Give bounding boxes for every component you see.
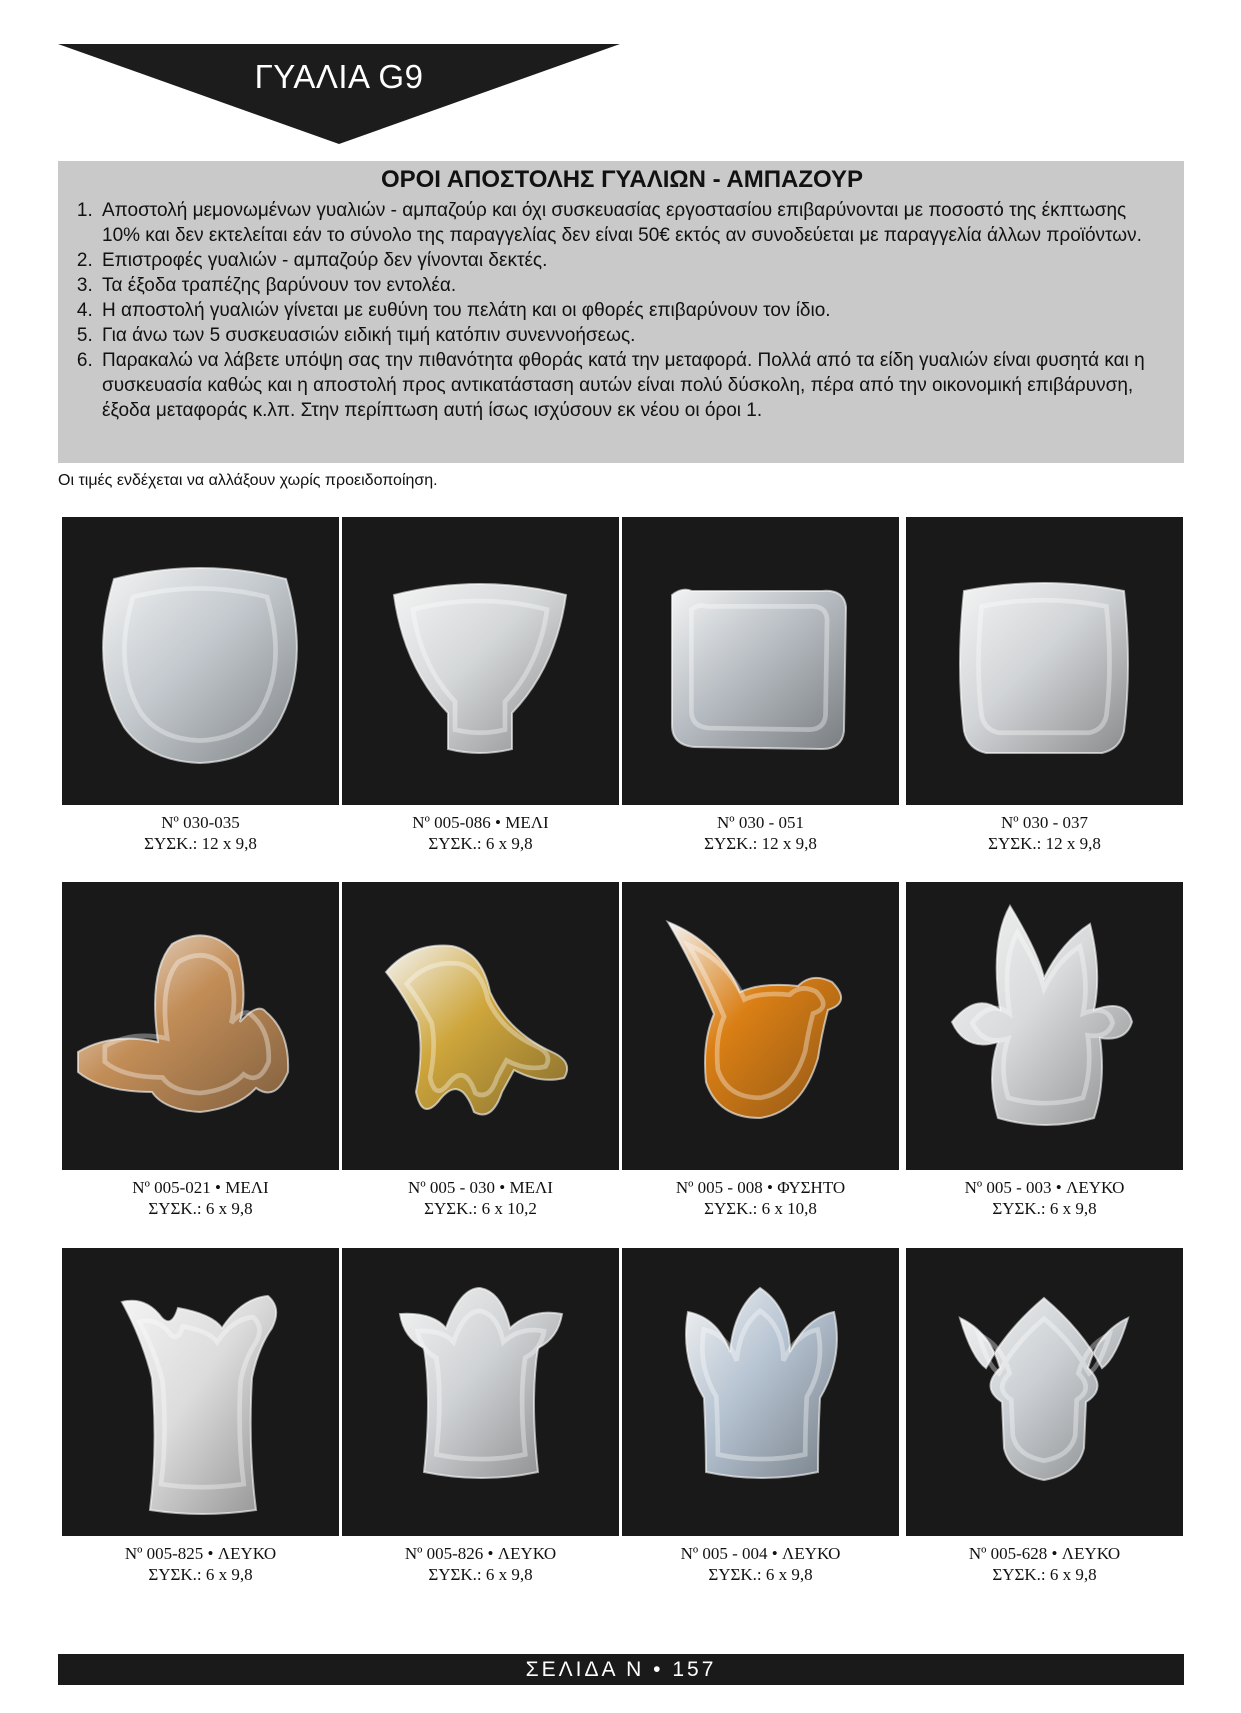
product-caption [622,812,899,854]
product-caption [906,812,1183,854]
product-photo [342,882,619,1170]
product-pack: ΣΥΣΚ.: 12 x 9,8 [704,834,817,853]
product-code: Nº 030 - 037 [1001,813,1088,832]
glass-shade-image [622,1248,899,1536]
terms-item: 2. Επιστροφές γυαλιών - αμπαζούρ δεν γίνονται δεκτές. [98,248,1168,273]
glass-shade-image [906,517,1183,805]
product-pack: ΣΥΣΚ.: 6 x 9,8 [708,1565,813,1584]
glass-shade-image [342,517,619,805]
terms-item: 1. Αποστολή μεμονωμένων γυαλιών - αμπαζούρ και όχι συσκευασίας εργοστασίου επιβαρύνονται με ποσοστό της έκπτωσης 10% και δεν εκτελείται εάν το σύνολο της παραγγελίας δεν είναι 50€ εκτός αν συνοδεύεται με παραγγελία άλλων προϊόντων. [98,198,1168,248]
product-code: Nº 005-826 • ΛΕΥΚΟ [404,1544,557,1563]
product-pack: ΣΥΣΚ.: 6 x 9,8 [148,1199,253,1218]
product-caption [62,812,339,854]
product-code: Nº 005 - 003 • ΛΕΥΚΟ [964,1178,1125,1197]
product-code: Nº 005 - 004 • ΛΕΥΚΟ [680,1544,841,1563]
product-photo [906,517,1183,805]
product-caption [62,1543,339,1585]
product-photo [342,1248,619,1536]
terms-item: 5. Για άνω των 5 συσκευασιών ειδική τιμή κατόπιν συνεννοήσεως. [98,323,1168,348]
terms-item: 3. Τα έξοδα τραπέζης βαρύνουν τον εντολέα. [98,273,1168,298]
product-photo [342,517,619,805]
product-caption [342,812,619,854]
glass-shade-image [906,1248,1183,1536]
terms-heading: ΟΡΟΙ ΑΠΟΣΤΟΛΗΣ ΓΥΑΛΙΩΝ - ΑΜΠΑΖΟΥΡ [380,166,864,193]
terms-list [76,198,1168,423]
product-photo [622,882,899,1170]
page-title: ΓΥΑΛΙΑ G9 [254,58,424,95]
page-footer: ΣΕΛΙΔΑ Ν • 157 [58,1654,1184,1685]
shipping-terms-box [58,161,1184,463]
glass-shade-image [62,1248,339,1536]
product-pack: ΣΥΣΚ.: 6 x 9,8 [992,1565,1097,1584]
product-code: Nº 005 - 030 • ΜΕΛΙ [408,1178,553,1197]
product-code: Nº 005-628 • ΛΕΥΚΟ [968,1544,1121,1563]
product-caption [342,1543,619,1585]
product-code: Nº 005-021 • ΜΕΛΙ [132,1178,269,1197]
product-photo [62,882,339,1170]
glass-body [960,1298,1128,1480]
product-pack: ΣΥΣΚ.: 6 x 10,8 [704,1199,817,1218]
product-photo [62,517,339,805]
glass-shade-image [622,517,899,805]
glass-shade-image [62,882,339,1170]
header-banner [58,44,620,144]
glass-shade-image [342,882,619,1170]
product-photo [906,1248,1183,1536]
product-photo [622,1248,899,1536]
terms-item: 6. Παρακαλώ να λάβετε υπόψη σας την πιθανότητα φθοράς κατά την μεταφορά. Πολλά από τα είδη γυαλιών είναι φυσητά και η συσκευασία καθώς και η αποστολή προς αντικατάσταση αυτών είναι πολύ δύσκολη, πέρα από την οικονομική επιβάρυνση, έξοδα μεταφοράς κ.λπ. Στην περίπτωση αυτή ίσως ισχύσουν εκ νέου οι όροι 1. [98,348,1168,423]
product-pack: ΣΥΣΚ.: 12 x 9,8 [988,834,1101,853]
product-code: Nº 005-825 • ΛΕΥΚΟ [124,1544,277,1563]
product-code: Nº 030 - 051 [717,813,804,832]
glass-shade-image [906,882,1183,1170]
product-photo [62,1248,339,1536]
glass-shade-image [622,882,899,1170]
glass-shade-image [342,1248,619,1536]
product-caption [906,1177,1183,1219]
glass-shade-image [62,517,339,805]
product-code: Nº 005 - 008 • ΦΥΣΗΤΟ [675,1178,846,1197]
terms-item: 4. Η αποστολή γυαλιών γίνεται με ευθύνη του πελάτη και οι φθορές επιβαρύνουν τον ίδιο. [98,298,1168,323]
product-pack: ΣΥΣΚ.: 6 x 9,8 [148,1565,253,1584]
price-change-note: Οι τιμές ενδέχεται να αλλάξουν χωρίς προειδοποίηση. [58,472,438,489]
product-photo [622,517,899,805]
product-caption [622,1543,899,1585]
product-pack: ΣΥΣΚ.: 6 x 9,8 [428,834,533,853]
product-caption [62,1177,339,1219]
product-pack: ΣΥΣΚ.: 6 x 9,8 [992,1199,1097,1218]
product-caption [622,1177,899,1219]
product-pack: ΣΥΣΚ.: 6 x 10,2 [424,1199,537,1218]
product-caption [342,1177,619,1219]
product-code: Nº 030-035 [161,813,240,832]
product-photo [906,882,1183,1170]
product-code: Nº 005-086 • ΜΕΛΙ [412,813,549,832]
product-pack: ΣΥΣΚ.: 12 x 9,8 [144,834,257,853]
glass-body [400,1288,562,1478]
product-pack: ΣΥΣΚ.: 6 x 9,8 [428,1565,533,1584]
product-caption [906,1543,1183,1585]
